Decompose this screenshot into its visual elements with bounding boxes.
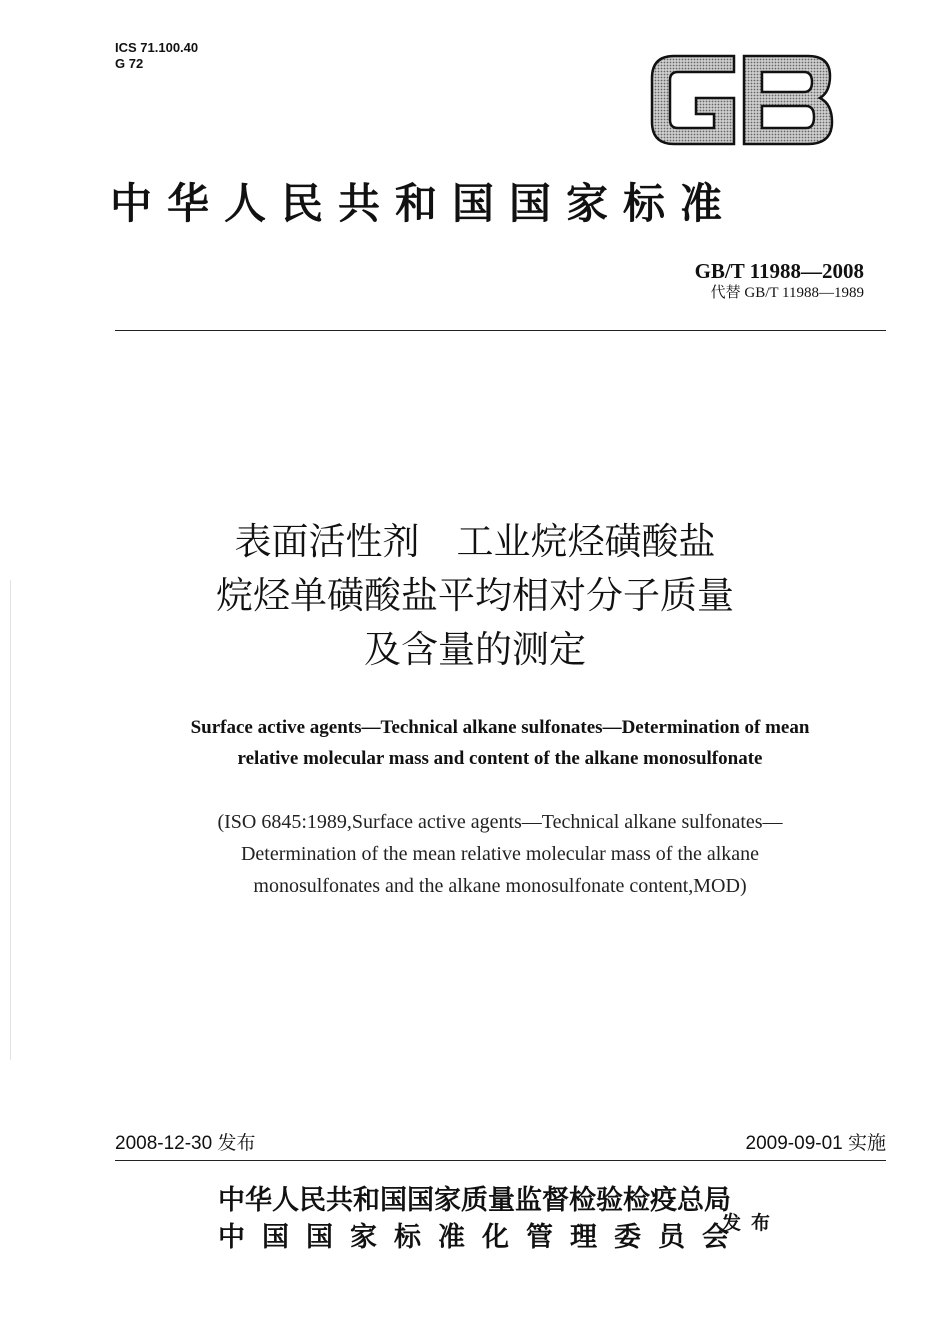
- chinese-title-line-1: 表面活性剂 工业烷烃磺酸盐: [234, 520, 716, 563]
- iso-reference: [100, 806, 900, 902]
- issuing-organization-2: 中国国家标准化管理委员会: [218, 1222, 746, 1253]
- classification-codes: [115, 40, 198, 72]
- implementation-date: 2009-09-01 实施: [745, 1133, 886, 1154]
- gb-logo-graphic: [648, 52, 834, 148]
- iso-reference-line-2: Determination of the mean relative molecular mass of the alkane: [240, 843, 760, 865]
- english-title-line-1: Surface active agents—Technical alkane sulfonates—Determination of mean: [190, 717, 810, 738]
- footer-divider: [115, 1160, 886, 1161]
- english-title-line-2: relative molecular mass and content of the alkane monosulfonate: [237, 748, 763, 769]
- issue-date: 2008-12-30 发布: [115, 1133, 256, 1154]
- national-standard-heading: 中华人民共和国国家标准: [110, 179, 738, 228]
- scan-edge-line: [10, 580, 11, 1060]
- publish-label: 发布: [722, 1212, 781, 1234]
- header-divider: [115, 330, 886, 331]
- chinese-title: [0, 515, 950, 677]
- english-title: [100, 712, 900, 774]
- standard-number-block: [695, 258, 864, 302]
- iso-reference-line-1: (ISO 6845:1989,Surface active agents—Technical alkane sulfonates—: [217, 811, 783, 833]
- standard-number: GB/T 11988—2008: [694, 259, 864, 283]
- chinese-title-line-2: 烷烃单磺酸盐平均相对分子质量: [216, 574, 734, 617]
- issuing-organization-1: 中华人民共和国国家质量监督检验检疫总局: [218, 1185, 731, 1216]
- ics-code: ICS 71.100.40: [115, 40, 199, 55]
- chinese-title-line-3: 及含量的测定: [364, 628, 586, 671]
- replaces-standard: 代替 GB/T 11988—1989: [710, 285, 864, 301]
- gb-logo: [648, 52, 834, 148]
- iso-reference-line-3: monosulfonates and the alkane monosulfonate content,MOD): [253, 875, 747, 897]
- gb-logo-text: [834, 52, 835, 53]
- ccs-code: G 72: [115, 56, 144, 71]
